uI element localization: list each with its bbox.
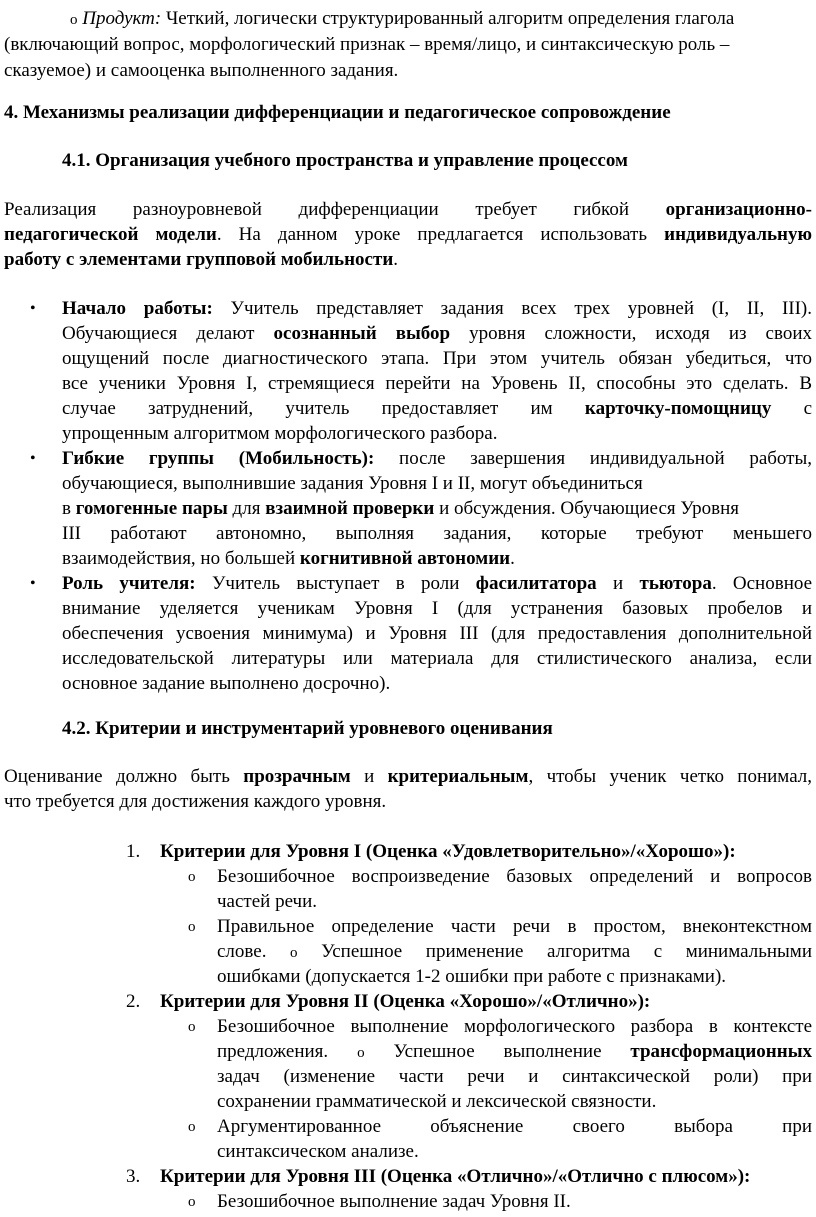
sub-bullet-marker: o <box>188 869 196 885</box>
paragraph-line: педагогической модели. На данном уроке предлагается использовать индивидуальную <box>4 224 812 245</box>
bullet-2-line: в гомогенные пары для взаимной проверки и обсуждения. Обучающиеся Уровня <box>62 498 740 519</box>
sub-bullet-marker: o <box>70 12 78 28</box>
paragraph-line: Реализация разноуровневой дифференциации требует гибкой организационно- <box>4 199 812 220</box>
bullet-3-line: внимание уделяется ученикам Уровня I (для устранения базовых пробелов и <box>62 598 812 619</box>
criteria-2-item-line: Аргументированное объяснение своего выбора при <box>217 1116 812 1137</box>
list-number: 3. <box>126 1166 141 1187</box>
bullet-marker: • <box>30 450 36 467</box>
bullet-2-line: взаимодействия, но большей когнитивной автономии. <box>62 548 515 569</box>
bullet-3-line: Роль учителя: Учитель выступает в роли фасилитатора и тьютора. Основное <box>62 573 813 594</box>
sub-bullet-marker: o <box>290 945 298 961</box>
criteria-1-item-line: Правильное определение части речи в простом, внеконтекстном <box>217 916 812 937</box>
sub-bullet-marker: o <box>188 919 196 935</box>
bullet-3-line: обеспечения усвоения минимума) и Уровня III (для предоставления дополнительной <box>62 623 812 644</box>
list-number: 1. <box>126 841 141 862</box>
criteria-1-item-line: ошибками (допускается 1-2 ошибки при работе с признаками). <box>217 966 727 987</box>
bullet-2-line: III работают автономно, выполняя задания, которые требуют меньшего <box>62 523 812 544</box>
sub-bullet-marker: o <box>188 1019 196 1035</box>
bullet-1-line: упрощенным алгоритмом морфологического разбора. <box>62 423 498 444</box>
criteria-3-item-line: Безошибочное выполнение задач Уровня II. <box>217 1191 571 1212</box>
product-line-3: сказуемое) и самооценка выполненного задания. <box>4 60 399 81</box>
list-number: 2. <box>126 991 141 1012</box>
criteria-2-item-line: сохранении грамматической и лексической связности. <box>217 1091 657 1112</box>
criteria-2-item-line: задач (изменение части речи и синтаксической роли) при <box>217 1066 812 1087</box>
bullet-1-line: ощущений после диагностического этапа. При этом учитель обязан убедиться, что <box>62 348 812 369</box>
criteria-2-item-line: предложения. o Успешное выполнение трансформационных <box>217 1041 813 1062</box>
bullet-1-line: Начало работы: Учитель представляет задания всех трех уровней (I, II, III). <box>62 298 812 319</box>
criteria-2-item-line: синтаксическом анализе. <box>217 1141 419 1162</box>
criteria-2-title: Критерии для Уровня II (Оценка «Хорошо»/«Отлично»): <box>160 991 651 1012</box>
sub-bullet-marker: o <box>357 1045 365 1061</box>
criteria-3-title: Критерии для Уровня III (Оценка «Отлично»/«Отлично с плюсом»): <box>160 1166 751 1187</box>
paragraph-line: что требуется для достижения каждого уровня. <box>4 791 387 812</box>
product-label: Продукт: <box>82 8 162 29</box>
product-line-2: (включающий вопрос, морфологический признак – время/лицо, и синтаксическую роль – <box>4 34 730 55</box>
bullet-2-line: обучающиеся, выполнившие задания Уровня I и II, могут объединиться <box>62 473 643 494</box>
paragraph-line: Оценивание должно быть прозрачным и критериальным, чтобы ученик четко понимал, <box>4 766 813 787</box>
criteria-1-item-line: слове. o Успешное применение алгоритма с минимальными <box>217 941 812 962</box>
section-4-2-heading: 4.2. Критерии и инструментарий уровневого оценивания <box>62 718 553 739</box>
product-text: Четкий, логически структурированный алгоритм определения глагола <box>165 8 735 29</box>
section-4-heading: 4. Механизмы реализации дифференциации и педагогическое сопровождение <box>4 102 671 123</box>
criteria-2-item-line: Безошибочное выполнение морфологического разбора в контексте <box>217 1016 812 1037</box>
bullet-1-line: Обучающиеся делают осознанный выбор уровня сложности, исходя из своих <box>62 323 813 344</box>
sub-bullet-marker: o <box>188 1194 196 1210</box>
bullet-3-line: основное задание выполнено досрочно). <box>62 673 391 694</box>
bullet-2-line: Гибкие группы (Мобильность): после завершения индивидуальной работы, <box>62 448 812 469</box>
criteria-1-title: Критерии для Уровня I (Оценка «Удовлетворительно»/«Хорошо»): <box>160 841 736 862</box>
product-line-1 <box>70 6 734 33</box>
paragraph-line: работу с элементами групповой мобильности. <box>4 249 399 270</box>
criteria-1-item-line: Безошибочное воспроизведение базовых определений и вопросов <box>217 866 812 887</box>
bullet-marker: • <box>30 300 36 317</box>
bullet-1-line: все ученики Уровня I, стремящиеся перейти на Уровень II, способны это сделать. В <box>62 373 812 394</box>
bullet-1-line: случае затруднений, учитель предоставляет им карточку-помощницу с <box>62 398 813 419</box>
sub-bullet-marker: o <box>188 1119 196 1135</box>
bullet-3-line: исследовательской литературы или материала для стилистического анализа, если <box>62 648 812 669</box>
criteria-1-item-line: частей речи. <box>217 891 318 912</box>
section-4-1-heading: 4.1. Организация учебного пространства и управление процессом <box>62 150 628 171</box>
bullet-marker: • <box>30 575 36 592</box>
